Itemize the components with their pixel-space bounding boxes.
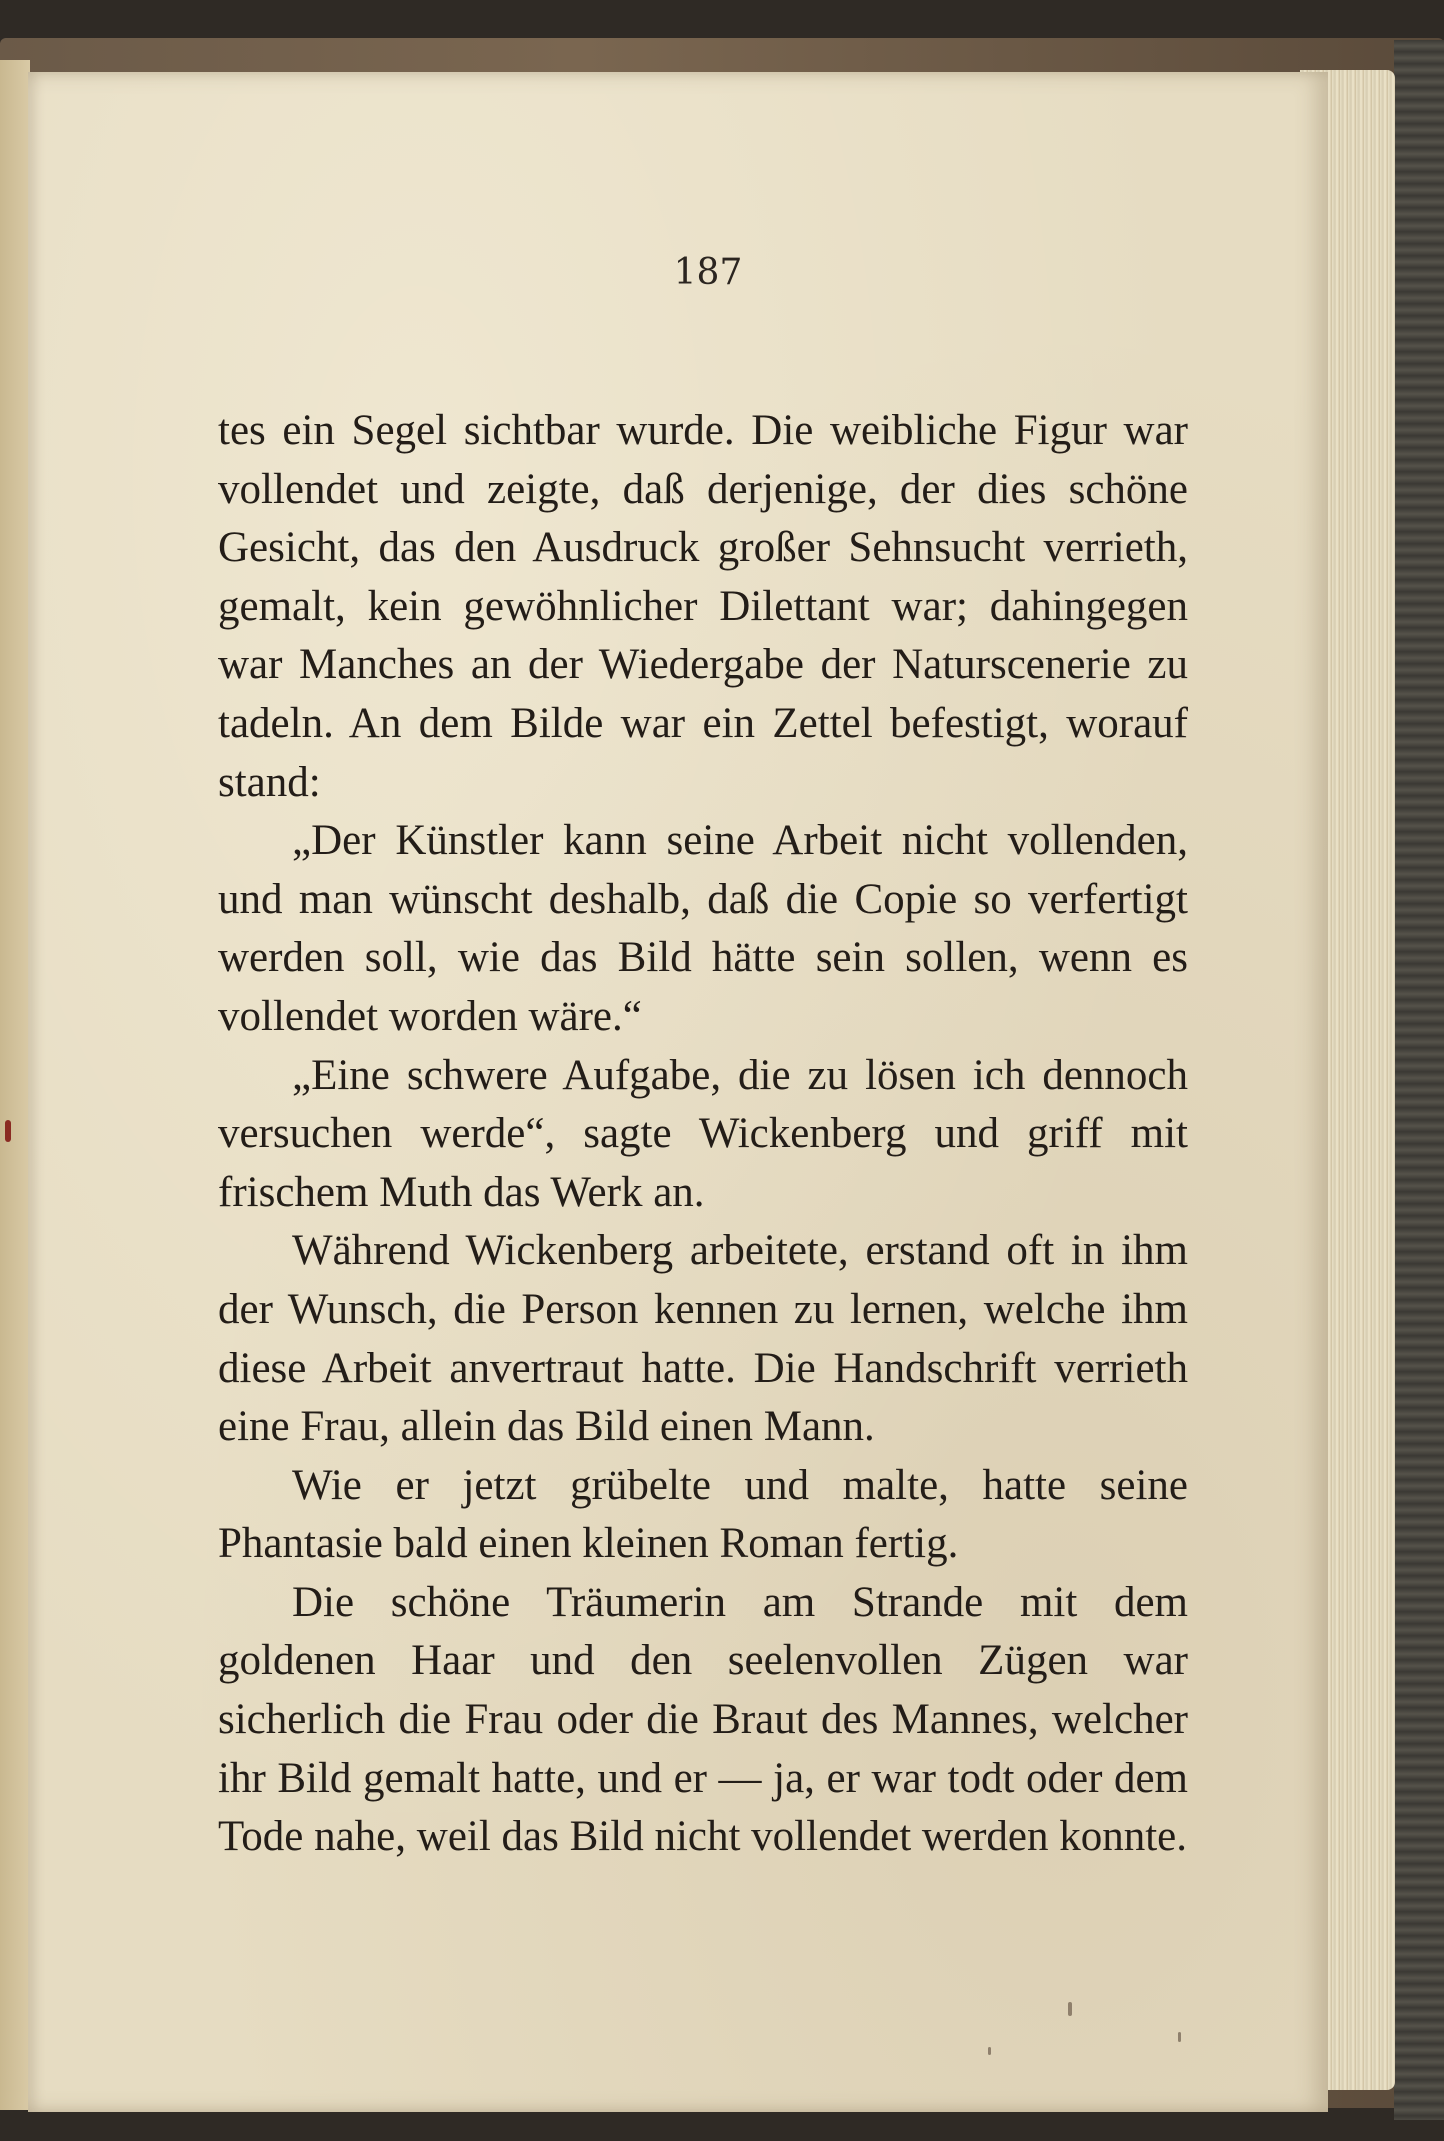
left-page-edge (0, 60, 30, 2110)
book-spine (1394, 40, 1444, 2120)
paper-fleck (1178, 2032, 1181, 2042)
page-number: 187 (673, 252, 743, 293)
body-text (218, 402, 1188, 1867)
red-mark (5, 1120, 11, 1142)
paragraph-5: Wie er jetzt grübelte und malte, hatte seine Phantasie bald einen kleinen Roman fertig. (218, 1461, 1188, 1568)
paragraph-2: „Der Künstler kann seine Arbeit nicht vollenden, und man wünscht deshalb, daß die Copie so verfertigt werden soll, wie das Bild hätte sein sollen, wenn es vollendet worden wäre.“ (218, 817, 1188, 1040)
paper-fleck (1068, 2002, 1072, 2016)
paragraph-6: Die schöne Träumerin am Strande mit dem goldenen Haar und den seelenvollen Zügen war sicherlich die Frau oder die Braut des Mannes, welcher ihr Bild gemalt hatte, und er — ja, er war todt oder dem Tode nahe, weil das Bild nicht vollendet werden konnte. (218, 1578, 1188, 1861)
paragraph-1: tes ein Segel sichtbar wurde. Die weibliche Figur war vollendet und zeigte, daß derjenige, der dies schöne Gesicht, das den Ausdruck großer Sehnsucht verrieth, gemalt, kein gewöhnlicher Dilettant war; dahingegen war Manches an der Wiedergabe der Naturscenerie zu tadeln. An dem Bilde war ein Zettel befestigt, worauf stand: (218, 407, 1188, 806)
paragraph-3: „Eine schwere Aufgabe, die zu lösen ich dennoch versuchen werde“, sagte Wickenberg und griff mit frischem Muth das Werk an. (218, 1051, 1188, 1216)
book-page (28, 72, 1328, 2112)
paragraph-4: Während Wickenberg arbeitete, erstand oft in ihm der Wunsch, die Person kennen zu lernen, welche ihm diese Arbeit anvertraut hatte. Die Handschrift verrieth eine Frau, allein das Bild einen Mann. (218, 1227, 1188, 1451)
paper-fleck (988, 2047, 991, 2055)
